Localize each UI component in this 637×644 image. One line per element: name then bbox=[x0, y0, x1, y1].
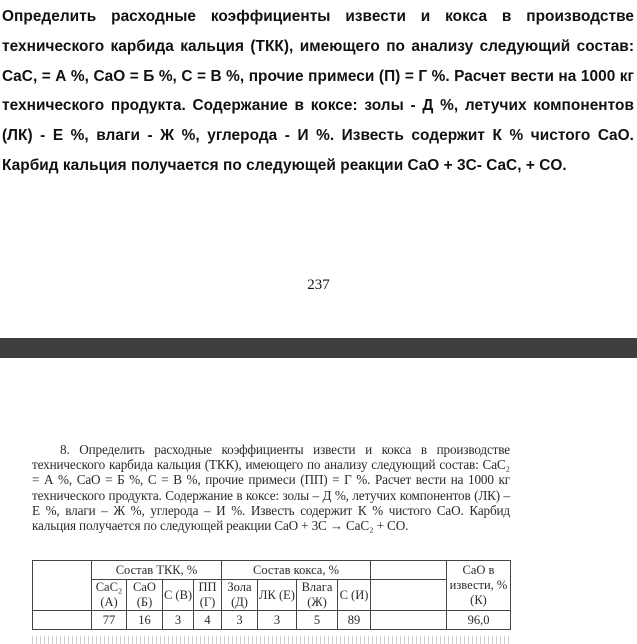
column-header: CaC₂ (А) bbox=[92, 580, 127, 611]
column-header: ПП (Г) bbox=[194, 580, 222, 611]
column-header: Зола (Д) bbox=[222, 580, 258, 611]
table-cell: 3 bbox=[163, 611, 194, 630]
page-number: 237 bbox=[307, 277, 330, 293]
table-cell: 3 bbox=[258, 611, 297, 630]
table-cell: 89 bbox=[338, 611, 371, 630]
column-header: CaO (Б) bbox=[127, 580, 163, 611]
column-header: C (В) bbox=[163, 580, 194, 611]
table-cell: 3 bbox=[222, 611, 258, 630]
scanned-problem-text bbox=[32, 442, 510, 533]
table-cell: 16 bbox=[127, 611, 163, 630]
table-blank-cell bbox=[371, 611, 447, 630]
column-header: ЛК (Е) bbox=[258, 580, 297, 611]
table-blank-cell bbox=[33, 611, 92, 630]
scan-edge-artifact bbox=[32, 636, 510, 644]
table-blank-header bbox=[33, 561, 92, 611]
problem-statement: Определить расходные коэффициенты извести и кокса в производстве технического карбида кальция (ТКК), имеющего по анализу следующий состав: CaC, = А %, CaO = Б %, C = В %, прочие примеси (П) = Г %. Расчет вести на 1000 кг технического продукта. Содержание в коксе: золы - Д %, летучих компонентов (ЛК) - Е %, влаги - Ж %, углерода - И %. Известь содержит К % чистого CaO. Карбид кальция получается по следующей реакции CaO + 3C- CaC, + CO. bbox=[2, 8, 634, 174]
column-header: Влага (Ж) bbox=[297, 580, 338, 611]
scanned-problem-body: 8. Определить расходные коэффициенты извести и кокса в производстве технического карбида кальция (ТКК), имеющего по анализу следующий состав: CaC₂ = А %, CaO = Б %, C = В %, прочие примеси (ПП) = Г %. Расчет вести на 1000 кг технического продукта. Содержание в коксе: золы – Д %, летучих компонентов (ЛК) – Е %, влаги – Ж %, углерода – И %. Известь содержит К % чистого CaO. Карбид кальция получается по следующей реакции CaO + 3C → CaC₂ + CO. bbox=[32, 442, 510, 534]
variant-data-table bbox=[32, 560, 511, 630]
page-divider bbox=[0, 338, 637, 358]
table-blank-header-2 bbox=[371, 561, 447, 580]
lime-header: CaO в извести, % (К) bbox=[447, 561, 511, 611]
column-header: C (И) bbox=[338, 580, 371, 611]
table-row bbox=[33, 611, 511, 630]
table-cell: 77 bbox=[92, 611, 127, 630]
table-cell: 96,0 bbox=[447, 611, 511, 630]
table-cell: 4 bbox=[194, 611, 222, 630]
coke-group-header: Состав кокса, % bbox=[222, 561, 371, 580]
table-blank-cell bbox=[371, 580, 447, 611]
tkk-group-header: Состав ТКК, % bbox=[92, 561, 222, 580]
table-cell: 5 bbox=[297, 611, 338, 630]
